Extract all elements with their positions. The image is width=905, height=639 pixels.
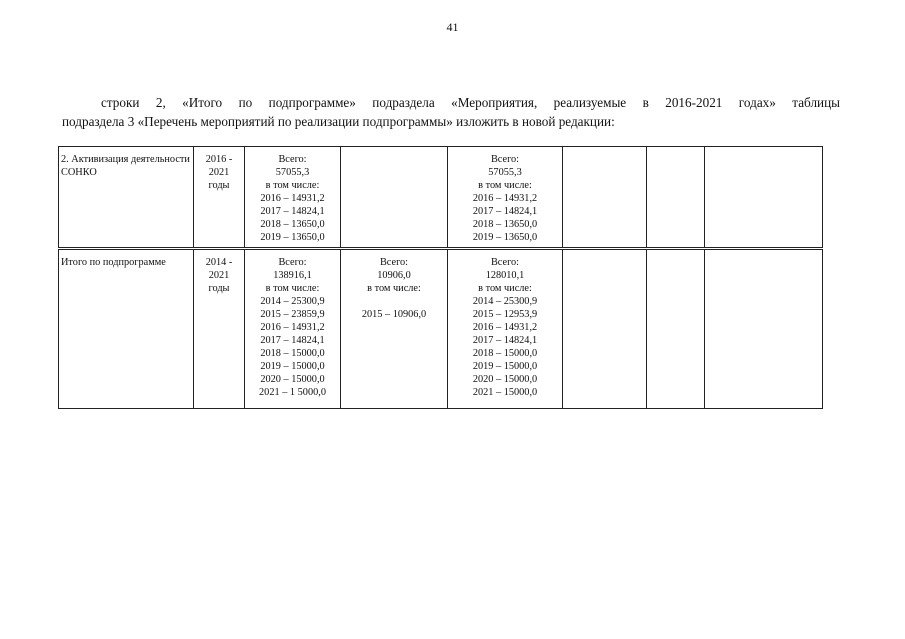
cell-line: 2021 – 1 5000,0	[259, 387, 326, 398]
cell-line: 2019 – 15000,0	[472, 361, 538, 372]
total-funding-cell	[245, 249, 341, 409]
cell-line: 2017 – 14824,1	[260, 206, 325, 217]
page-number: 41	[446, 20, 459, 34]
empty-cell	[647, 249, 705, 409]
cell-line: 2016 – 14931,2	[472, 322, 538, 333]
cell-line: в том числе:	[478, 283, 532, 294]
cell-line: Всего:	[278, 257, 307, 268]
table-row	[59, 249, 823, 409]
cell-line: 2016 – 14931,2	[260, 322, 325, 333]
empty-cell	[563, 147, 647, 249]
cell-line: 10906,0	[377, 270, 411, 281]
total-funding-cell	[245, 147, 341, 249]
blank-line	[343, 295, 445, 308]
cell-line: 128010,1	[485, 270, 525, 281]
cell-line: 57055,3	[275, 167, 310, 178]
cell-line: 2019 – 15000,0	[260, 361, 325, 372]
cell-line: 2017 – 14824,1	[260, 335, 325, 346]
empty-cell	[647, 147, 705, 249]
cell-line: Всего:	[278, 154, 307, 165]
activity-name-cell: Итого по подпрограмме	[59, 249, 194, 409]
cell-line: 2019 – 13650,0	[260, 232, 325, 243]
intro-line-1: строки 2, «Итого по подпрограмме» подраздела «Мероприятия, реализуемые в 2016-2021 годах» таблицы	[101, 95, 840, 110]
cell-line: 2021	[208, 167, 230, 178]
cell-line: 2014 -	[205, 257, 233, 268]
cell-line: 2018 – 13650,0	[260, 219, 325, 230]
cell-line: годы	[208, 180, 230, 191]
cell-line: 2019 – 13650,0	[472, 232, 538, 243]
period-cell	[194, 147, 245, 249]
cell-line: в том числе:	[367, 283, 421, 294]
cell-line: 2015 – 23859,9	[260, 309, 325, 320]
cell-line: 2014 – 25300,9	[260, 296, 325, 307]
cell-line: 2017 – 14824,1	[472, 335, 538, 346]
intro-paragraph	[62, 93, 840, 131]
cell-line: 2018 – 15000,0	[260, 348, 325, 359]
cell-line: 2017 – 14824,1	[472, 206, 538, 217]
cell-line: в том числе:	[478, 180, 532, 191]
cell-line: 2020 – 15000,0	[472, 374, 538, 385]
cell-line: 2015 – 12953,9	[472, 309, 538, 320]
cell-line: 2018 – 13650,0	[472, 219, 538, 230]
cell-line: 2020 – 15000,0	[260, 374, 325, 385]
cell-line: в том числе:	[265, 283, 320, 294]
federal-funding-cell	[341, 147, 448, 249]
table-row	[59, 147, 823, 249]
cell-line: 2015 – 10906,0	[361, 309, 427, 320]
regional-funding-cell	[448, 249, 563, 409]
empty-cell	[563, 249, 647, 409]
cell-line: 2016 – 14931,2	[260, 193, 325, 204]
activity-name-cell: 2. Активизация деятельности СОНКО	[59, 147, 194, 249]
cell-line: Всего:	[490, 257, 520, 268]
cell-line: Всего:	[490, 154, 520, 165]
cell-line: 2018 – 15000,0	[472, 348, 538, 359]
empty-cell	[705, 249, 823, 409]
regional-funding-cell	[448, 147, 563, 249]
cell-line: 57055,3	[488, 167, 522, 178]
cell-line: 138916,1	[273, 270, 312, 281]
cell-line: 2021	[208, 270, 230, 281]
period-cell	[194, 249, 245, 409]
intro-line-2: подраздела 3 «Перечень мероприятий по реализации подпрограммы» изложить в новой редакции:	[62, 114, 615, 129]
cell-line: годы	[208, 283, 230, 294]
cell-line: 2016 -	[205, 154, 233, 165]
cell-line: 2021 – 15000,0	[472, 387, 538, 398]
cell-line: в том числе:	[265, 180, 320, 191]
cell-line: 2016 – 14931,2	[472, 193, 538, 204]
cell-line: 2014 – 25300,9	[472, 296, 538, 307]
empty-cell	[705, 147, 823, 249]
federal-funding-cell	[341, 249, 448, 409]
subprogram-table	[58, 146, 823, 409]
cell-line: Всего:	[379, 257, 409, 268]
